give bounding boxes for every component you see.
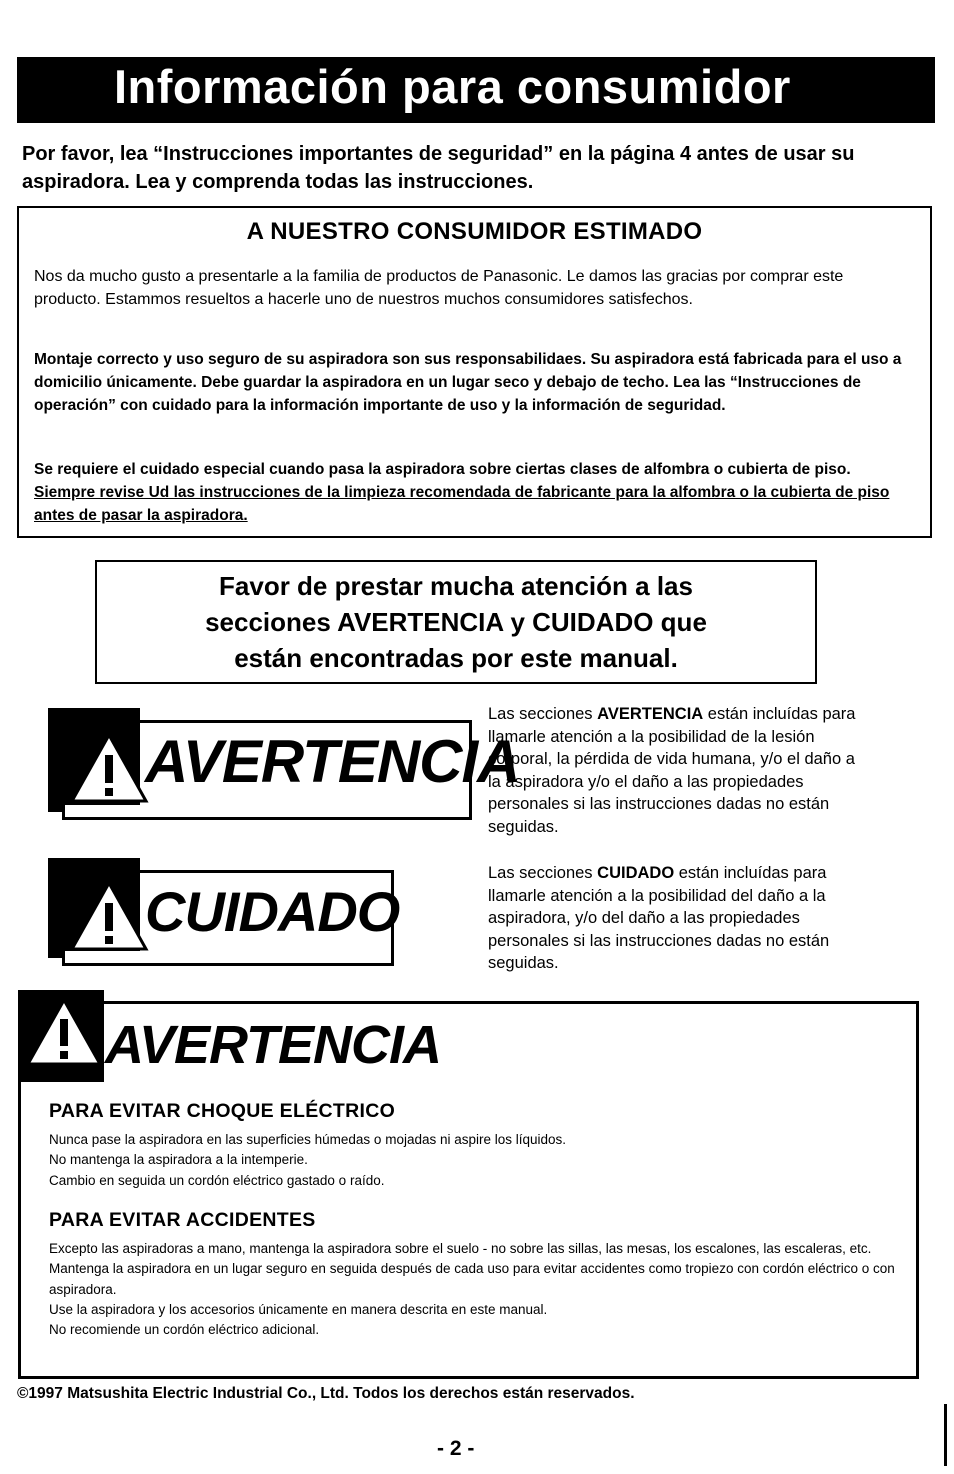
- intro-text: Por favor, lea “Instrucciones importantes de seguridad” en la página 4 antes de usar su aspiradora. Lea y comprenda todas las instrucciones.: [22, 143, 855, 193]
- electric-line: Cambio en seguida un cordón eléctrico gastado o raído.: [49, 1172, 385, 1188]
- page-edge-mark: [944, 1404, 947, 1466]
- warning-description-bold: AVERTENCIA: [597, 705, 704, 723]
- caution-label: [48, 858, 400, 966]
- section-heading-accidents: PARA EVITAR ACCIDENTES: [49, 1209, 316, 1231]
- electric-line: No mantenga la aspiradora a la intemperie.: [49, 1152, 308, 1168]
- consumer-paragraph-1: Nos da mucho gusto a presentarle a la familia de productos de Panasonic. Le damos las gracias por comprar este producto. Estammos resueltos a hacerle uno de nuestros muchos consumidores satisfechos.: [34, 268, 844, 308]
- consumer-paragraph-3-underlined: Siempre revise Ud las instrucciones de la limpieza recomendada de fabricante para la alfombra o la cubierta de piso antes de pasar la aspiradora.: [34, 484, 890, 524]
- attention-text: [97, 568, 815, 676]
- page-title: Información para consumidor: [114, 60, 791, 113]
- attention-box: [95, 560, 817, 684]
- warning-description: [488, 703, 868, 838]
- section-body-electric: [49, 1130, 899, 1191]
- consumer-paragraph-3-text: Se requiere el cuidado especial cuando pasa la aspiradora sobre ciertas clases de alfombra o cubierta de piso.: [34, 461, 851, 478]
- accidents-line: Excepto las aspiradoras a mano, mantenga la aspiradora sobre el suelo - no sobre las sillas, las mesas, los escalones, las escaleras, etc.: [49, 1241, 872, 1256]
- attention-line-1: Favor de prestar mucha atención a las: [219, 571, 693, 601]
- caution-description-post: están incluídas para llamarle atención a la posibilidad del daño a la aspiradora, y/o del daño a las propiedades personales si las instrucciones dadas no están seguidas.: [488, 864, 830, 972]
- warning-box: [18, 1001, 919, 1379]
- caution-label-frame: [62, 870, 400, 966]
- warning-box-word: AVERTENCIA: [105, 1015, 442, 1075]
- caution-description-pre: Las secciones: [488, 864, 598, 882]
- consumer-paragraph-2: Montaje correcto y uso seguro de su aspiradora son sus responsabilidaes. Su aspiradora está fabricada para el uso a domicilio únicamente. Debe guardar la aspiradora en un lugar seco y debajo de techo. Lea las “Instrucciones de operación” con cuidado para la información importante de uso y la información de seguridad.: [34, 351, 902, 414]
- consumer-paragraph-3: [34, 458, 914, 527]
- consumer-box: [17, 206, 932, 538]
- section-body-accidents: [49, 1239, 899, 1340]
- attention-line-2: secciones AVERTENCIA y CUIDADO que: [205, 607, 707, 637]
- caution-description-bold: CUIDADO: [597, 864, 675, 882]
- warning-label-frame: [62, 720, 520, 820]
- electric-line: Nunca pase la aspiradora en las superficies húmedas o mojadas ni aspire los líquidos.: [49, 1132, 567, 1147]
- warning-triangle-icon: [69, 731, 149, 805]
- attention-line-3: están encontradas por este manual.: [234, 643, 678, 673]
- warning-description-post: están incluídas para llamarle atención a la posibilidad de la lesión corporal, la pérdida de vida humana, y/o el daño a la aspiradora y/o el daño a las propiedades personales si las instrucciones dadas no están seguidas.: [488, 705, 856, 836]
- accidents-line: Mantenga la aspiradora en un lugar seguro en seguida después de cada uso para evitar accidentes como tropiezo con cordón eléctrico o con aspiradora.: [49, 1261, 895, 1297]
- caution-description: [488, 862, 868, 975]
- consumer-box-title: A NUESTRO CONSUMIDOR ESTIMADO: [246, 218, 703, 245]
- accidents-line: Use la aspiradora y los accesorios únicamente en manera descrita en este manual.: [49, 1301, 548, 1317]
- header-bar: [17, 57, 935, 123]
- caution-label-word: CUIDADO: [145, 880, 400, 943]
- warning-label-word: AVERTENCIA: [145, 728, 520, 795]
- warning-box-triangle-icon: [25, 996, 103, 1068]
- warning-description-pre: Las secciones: [488, 705, 598, 723]
- accidents-line: No recomiende un cordón eléctrico adicional.: [49, 1322, 320, 1338]
- warning-label: [48, 708, 520, 820]
- caution-triangle-icon: [69, 879, 149, 953]
- copyright-notice: ©1997 Matsushita Electric Industrial Co., Ltd. Todos los derechos están reservados.: [17, 1385, 635, 1402]
- page-number: - 2 -: [437, 1437, 475, 1460]
- section-heading-electric: PARA EVITAR CHOQUE ELÉCTRICO: [49, 1100, 396, 1122]
